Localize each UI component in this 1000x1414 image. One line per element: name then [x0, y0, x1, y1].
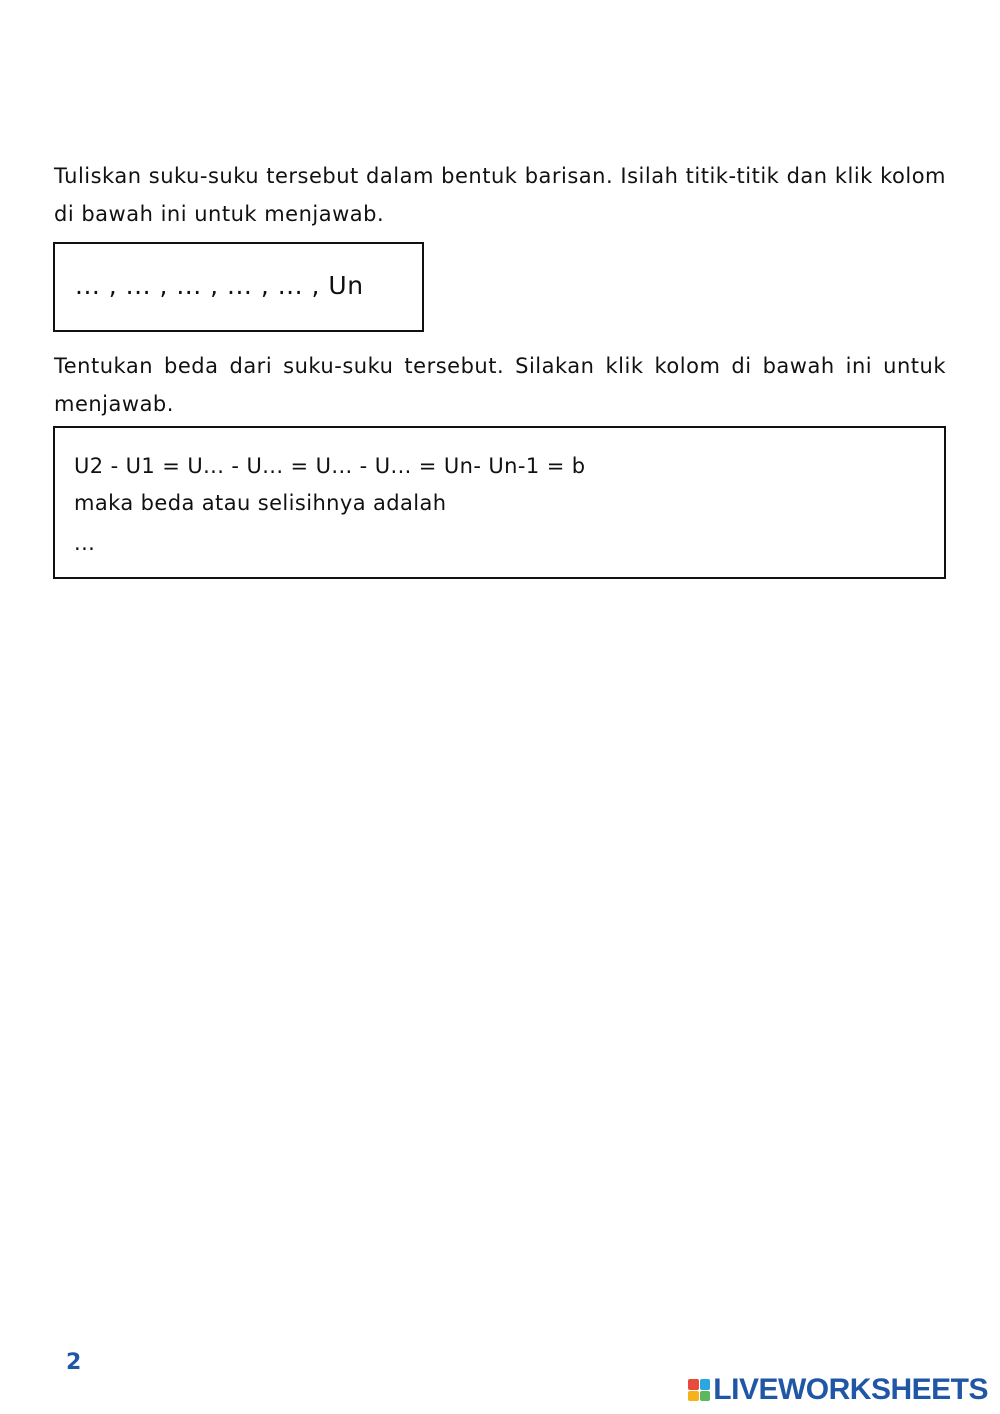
difference-instruction: Tentukan beda dari suku-suku tersebut. Silakan klik kolom di bawah ini untuk menjawab.: [54, 354, 946, 416]
liveworksheets-brand[interactable]: [688, 1370, 988, 1410]
logo-square-blue: [700, 1379, 711, 1390]
sequence-answer-box[interactable]: [53, 242, 424, 332]
difference-formula-line: U2 - U1 = U... - U... = U... - U... = Un- Un-1 = b: [74, 454, 586, 478]
logo-square-red: [688, 1379, 699, 1390]
liveworksheets-logo-icon: [688, 1379, 710, 1401]
sequence-instruction: Tuliskan suku-suku tersebut dalam bentuk barisan. Isilah titik-titik dan klik kolom di bawah ini untuk menjawab.: [54, 164, 946, 226]
logo-square-green: [700, 1391, 711, 1402]
brand-wordmark: LIVEWORKSHEETS: [713, 1373, 988, 1406]
difference-conclusion-line: maka beda atau selisihnya adalah: [74, 491, 447, 515]
difference-answer-blank: ...: [74, 531, 96, 555]
page-number: 2: [66, 1350, 82, 1375]
sequence-answer-text: ... , ... , ... , ... , ... , Un: [75, 271, 364, 300]
difference-answer-box[interactable]: [53, 426, 946, 579]
logo-square-yellow: [688, 1391, 699, 1402]
